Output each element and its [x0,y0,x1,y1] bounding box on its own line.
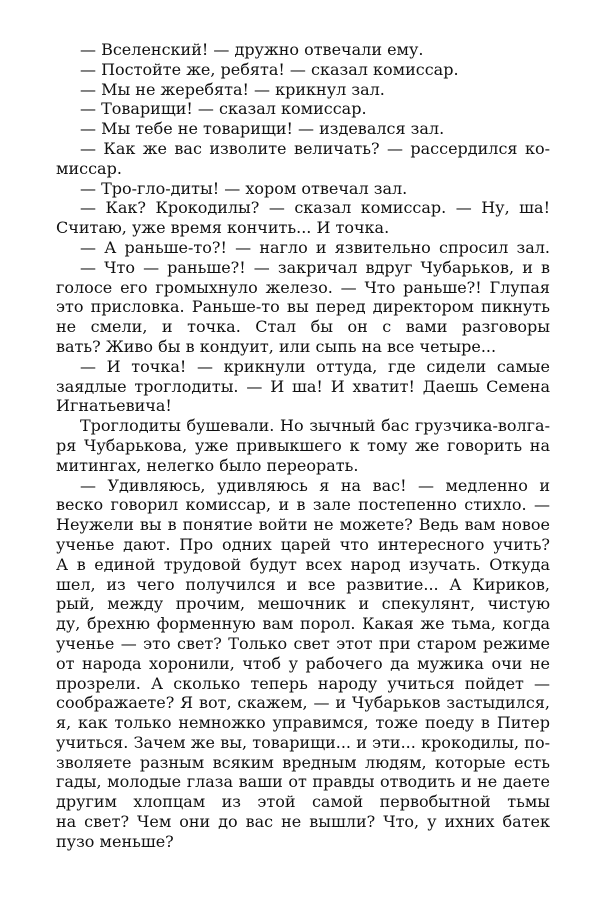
text-line: — Удивляюсь, удивляюсь я на вас! — медленно и [80,475,550,495]
text-line: рый, между прочим, мешочник и спекулянт, чистую [56,594,550,614]
text-line: зволяете разным всяким вредным людям, которые есть [56,752,550,772]
text-line: не смели, и точка. Стал бы он с вами разговоры [56,317,550,337]
text-line: другим хлопцам из этой самой первобытной тьмы [56,792,550,812]
text-line: митингах, нелегко было переорать. [56,455,359,475]
text-line: заядлые троглодиты. — И ша! И хватит! Даешь Семена [56,376,550,396]
text-line: — А раньше-то?! — нагло и язвительно спросил зал. [80,237,550,257]
text-line: Троглодиты бушевали. Но зычный бас грузчика-волга- [80,416,550,436]
text-line: — Как? Крокодилы? — сказал комиссар. — Ну, ша! [80,198,550,218]
text-line: — Вселенский! — дружно отвечали ему. [80,40,424,59]
text-line: миссар. [56,158,122,178]
text-line: — Мы тебе не товарищи! — издевался зал. [80,119,445,139]
text-line: ученье — это свет? Только свет этот при старом режиме [56,633,550,653]
text-line: — Мы не жеребята! — крикнул зал. [80,79,385,99]
text-line: соображаете? Я вот, скажем, — и Чубарьков застыдился, [56,693,550,713]
text-line: Считаю, уже время кончить... И точка. [56,218,390,238]
text-line: — И точка! — крикнули оттуда, где сидели самые [80,356,550,376]
text-line: шел, из чего получился и все развитие... А Кириков, [56,574,550,594]
text-line: Неужели вы в понятие войти не можете? Ведь вам новое [56,515,550,535]
text-line: я, как только немножко управимся, тоже поеду в Питер [56,713,550,733]
book-page-text [56,40,550,852]
text-line: веско говорил комиссар, и в зале постепенно стихло. — [56,495,550,515]
text-line: Игнатьевича! [56,396,172,416]
text-line: — Товарищи! — сказал комиссар. [80,99,367,119]
text-line: ря Чубарькова, уже привыкшего к тому же говорить на [56,435,550,455]
text-line: пузо меньше? [56,831,174,851]
text-line: А в единой трудовой будут всех народ изучать. Откуда [56,554,550,574]
text-line: ду, брехню форменную вам порол. Какая же тьма, когда [56,614,550,634]
text-line: на свет? Чем они до вас не вышли? Что, у ихних батек [56,812,550,832]
text-line: голосе его громыхнуло железо. — Что раньше?! Глупая [56,277,550,297]
text-line: прозрели. А сколько теперь народу учиться пойдет — [56,673,550,693]
text-line: вать? Живо бы в кондуит, или сыпь на все четыре... [56,336,497,356]
text-line: — Постойте же, ребята! — сказал комиссар. [80,59,459,79]
text-line: — Как же вас изволите величать? — рассердился ко- [80,138,550,158]
text-line: от народа хоронили, чтоб у рабочего да мужика очи не [56,653,550,673]
text-line: гады, молодые глаза ваши от правды отводить и не даете [56,772,550,792]
text-line: это присловка. Раньше-то вы перед директором пикнуть [56,297,550,317]
text-line: — Тро-гло-диты! — хором отвечал зал. [80,178,408,198]
text-line: — Что — раньше?! — закричал вдруг Чубарьков, и в [80,257,550,277]
text-line: учиться. Зачем же вы, товарищи... и эти... крокодилы, по- [56,732,550,752]
text-line: ученье дают. Про одних царей что интересного учить? [56,534,550,554]
